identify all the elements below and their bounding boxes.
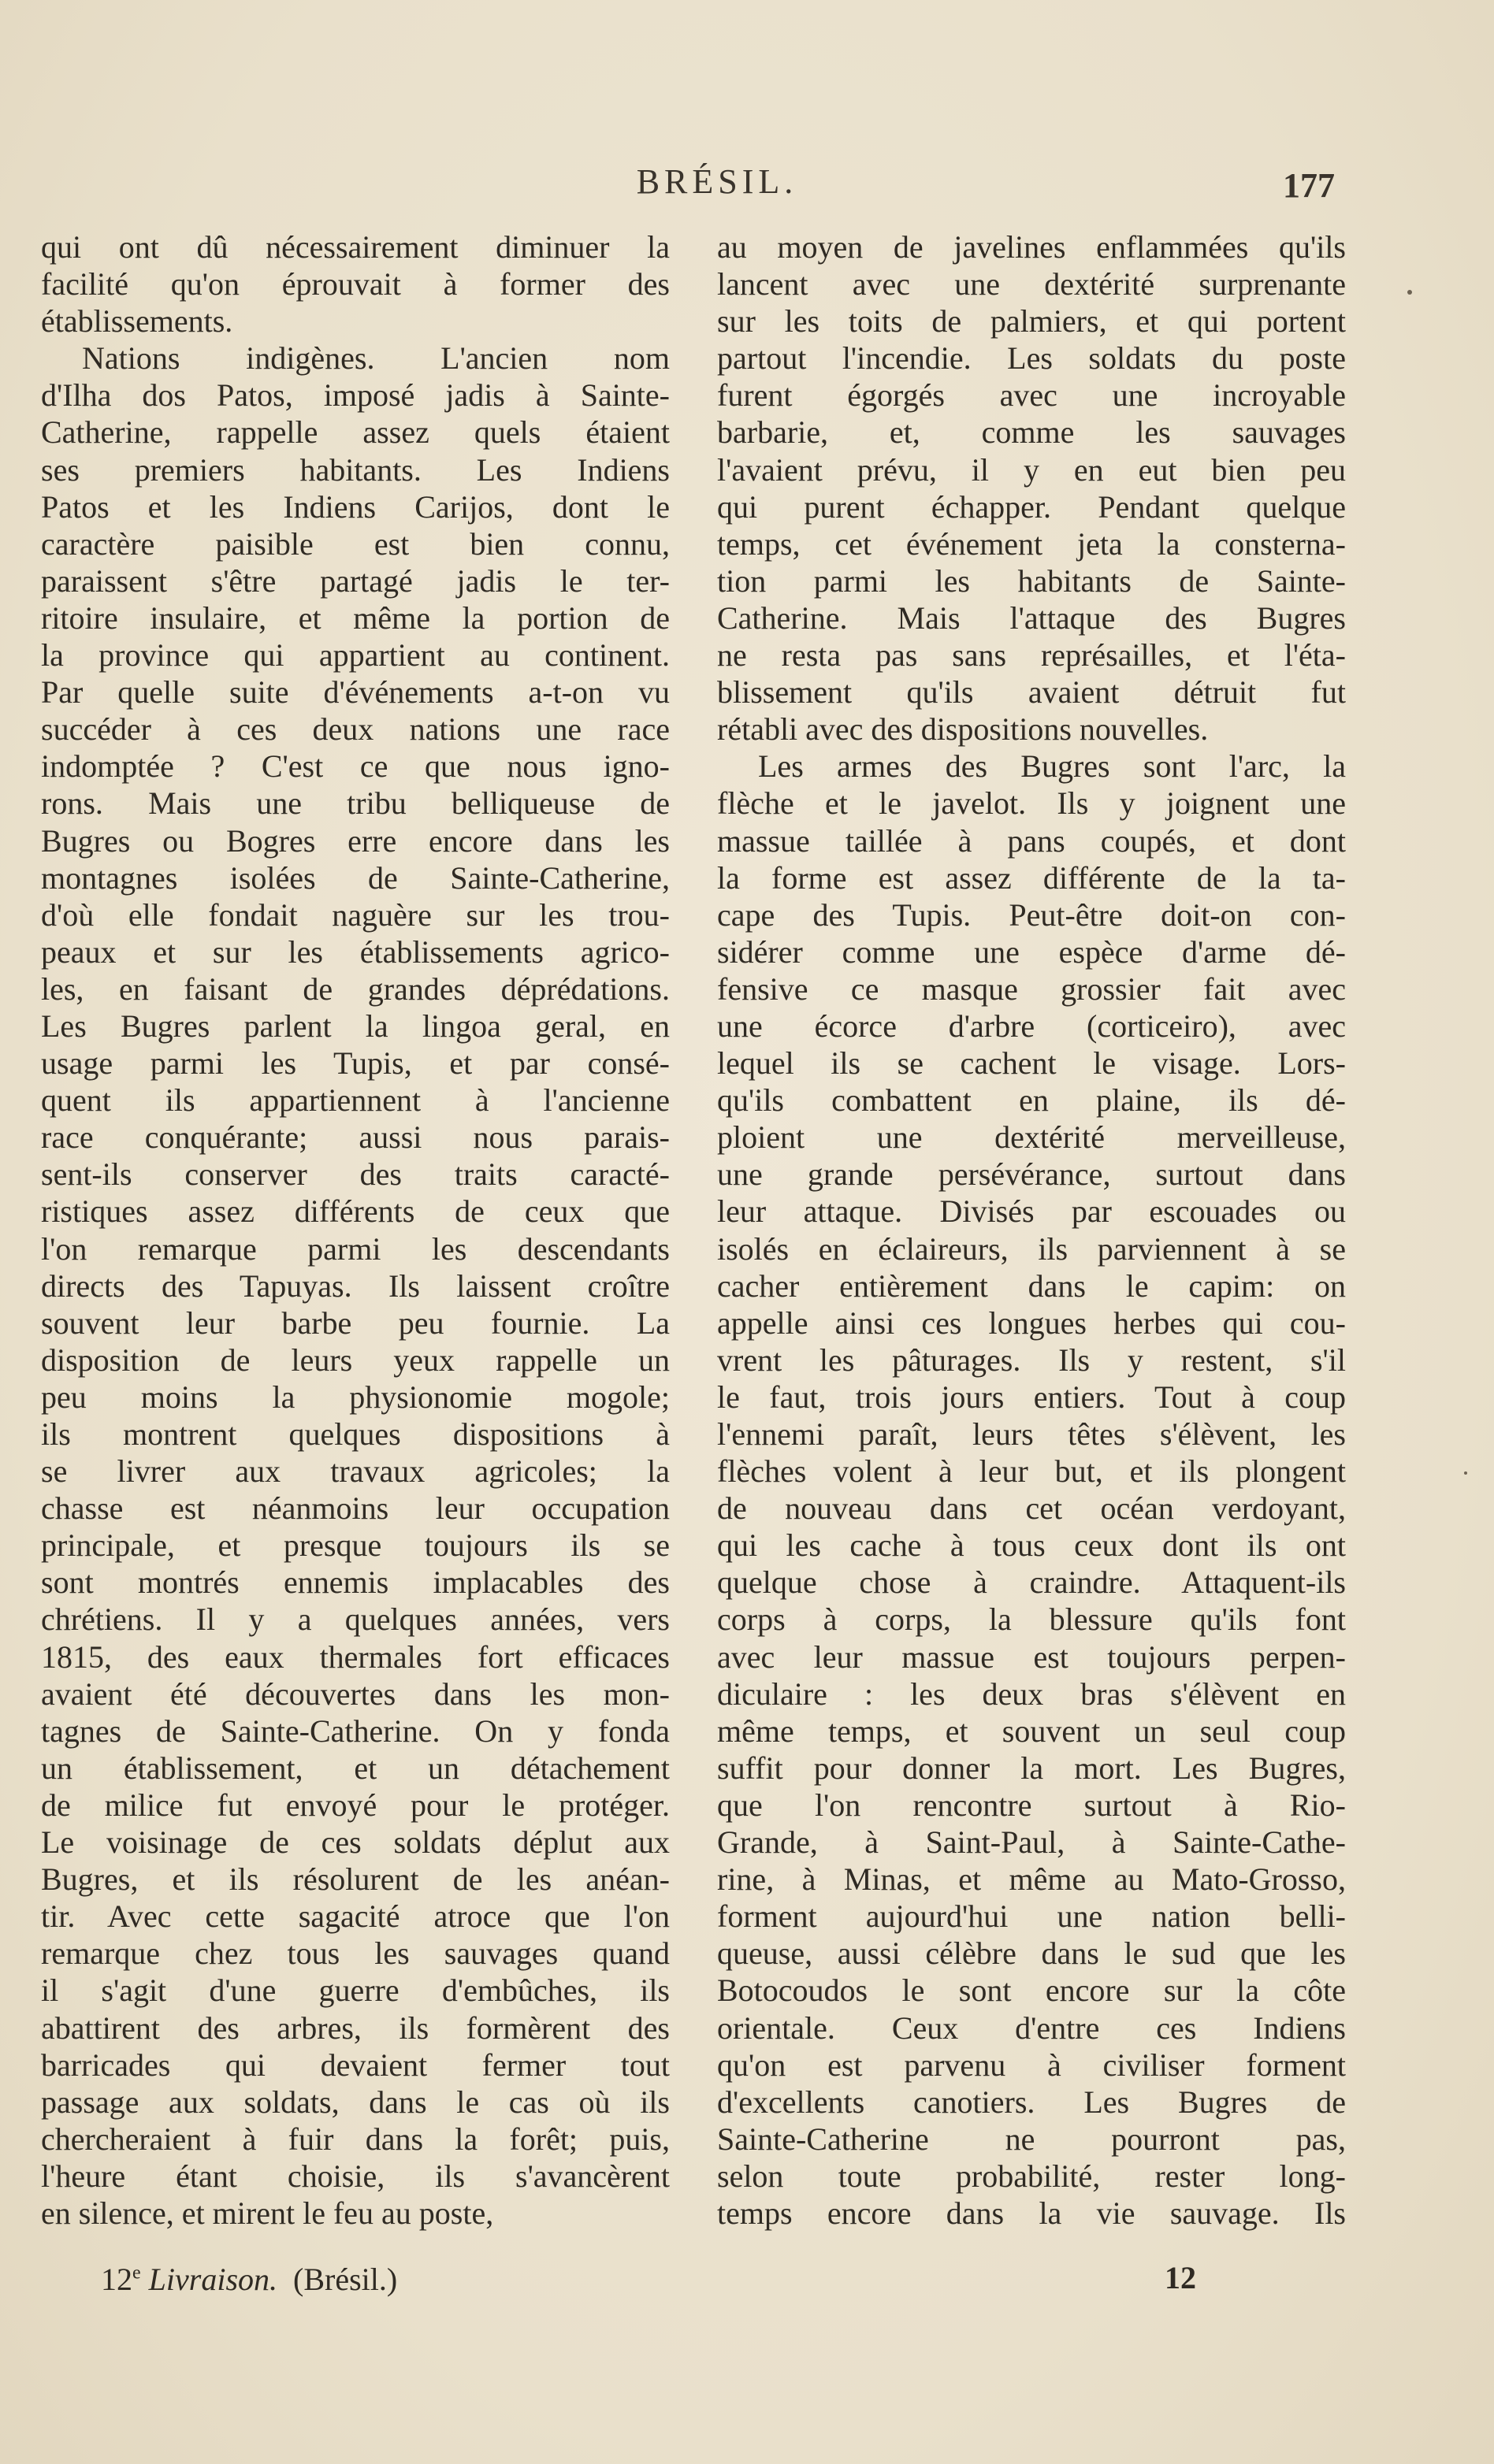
text-line: disposition de leurs yeux rappelle un: [41, 1341, 670, 1378]
text-line: quent ils appartiennent à l'ancienne: [41, 1082, 670, 1119]
text-line: même temps, et souvent un seul coup: [717, 1713, 1346, 1749]
text-line: Grande, à Saint-Paul, à Sainte-Cathe-: [717, 1824, 1346, 1861]
text-line: ses premiers habitants. Les Indiens: [41, 451, 670, 488]
footer-issue-number: 12: [101, 2262, 132, 2297]
text-line: barricades qui devaient fermer tout: [41, 2047, 670, 2083]
text-line: sur les toits de palmiers, et qui portent: [717, 303, 1346, 340]
text-line: cape des Tupis. Peut-être doit-on con-: [717, 896, 1346, 933]
text-line: les, en faisant de grandes déprédations.: [41, 970, 670, 1007]
text-line: chercheraient à fuir dans la forêt; puis,: [41, 2121, 670, 2157]
text-line: forment aujourd'hui une nation belli-: [717, 1898, 1346, 1935]
text-line: directs des Tapuyas. Ils laissent croître: [41, 1267, 670, 1304]
text-line: Catherine. Mais l'attaque des Bugres: [717, 599, 1346, 636]
text-line: tagnes de Sainte-Catherine. On y fonda: [41, 1713, 670, 1749]
text-line: queuse, aussi célèbre dans le sud que les: [717, 1935, 1346, 1972]
right-text-column: [717, 228, 1346, 2232]
footer-series: (Brésil.): [293, 2262, 398, 2297]
text-line: principale, et presque toujours ils se: [41, 1527, 670, 1564]
text-line: flèche et le javelot. Ils y joignent une: [717, 785, 1346, 822]
text-line: passage aux soldats, dans le cas où ils: [41, 2084, 670, 2120]
text-line: d'Ilha dos Patos, imposé jadis à Sainte-: [41, 377, 670, 414]
text-line: selon toute probabilité, rester long-: [717, 2158, 1346, 2194]
text-line: avaient été découvertes dans les mon-: [41, 1675, 670, 1712]
text-line: sidérer comme une espèce d'arme dé-: [717, 933, 1346, 970]
text-line: rons. Mais une tribu belliqueuse de: [41, 785, 670, 822]
text-line: montagnes isolées de Sainte-Catherine,: [41, 859, 670, 896]
text-line: se livrer aux travaux agricoles; la: [41, 1453, 670, 1490]
text-line: usage parmi les Tupis, et par consé-: [41, 1045, 670, 1082]
text-line: orientale. Ceux d'entre ces Indiens: [717, 2009, 1346, 2046]
text-line: quelque chose à craindre. Attaquent-ils: [717, 1564, 1346, 1601]
text-line: qui les cache à tous ceux dont ils ont: [717, 1527, 1346, 1564]
text-line: caractère paisible est bien connu,: [41, 525, 670, 562]
text-line: abattirent des arbres, ils formèrent des: [41, 2009, 670, 2046]
running-header-title: BRÉSIL.: [636, 162, 798, 201]
text-line: Botocoudos le sont encore sur la côte: [717, 1972, 1346, 2009]
text-line: d'excellents canotiers. Les Bugres de: [717, 2084, 1346, 2120]
text-line: remarque chez tous les sauvages quand: [41, 1935, 670, 1972]
text-line: ne resta pas sans représailles, et l'éta-: [717, 637, 1346, 674]
text-line: d'où elle fondait naguère sur les trou-: [41, 896, 670, 933]
text-line: Nations indigènes. L'ancien nom: [82, 340, 670, 377]
text-line: fensive ce masque grossier fait avec: [717, 970, 1346, 1007]
text-line: en silence, et mirent le feu au poste,: [41, 2195, 494, 2231]
page-number: 177: [1283, 166, 1335, 205]
text-line: suffit pour donner la mort. Les Bugres,: [717, 1750, 1346, 1786]
text-line: l'ennemi paraît, leurs têtes s'élèvent, les: [717, 1416, 1346, 1452]
text-line: de milice fut envoyé pour le protéger.: [41, 1787, 670, 1823]
text-line: corps à corps, la blessure qu'ils font: [717, 1601, 1346, 1638]
text-line: qu'on est parvenu à civiliser forment: [717, 2047, 1346, 2083]
text-line: ristiques assez différents de ceux que: [41, 1193, 670, 1230]
text-line: vrent les pâturages. Ils y restent, s'il: [717, 1341, 1346, 1378]
text-line: 1815, des eaux thermales fort efficaces: [41, 1638, 670, 1675]
text-line: leur attaque. Divisés par escouades ou: [717, 1193, 1346, 1230]
footer-livraison: [101, 2261, 397, 2298]
text-line: race conquérante; aussi nous parais-: [41, 1119, 670, 1156]
text-line: massue taillée à pans coupés, et dont: [717, 822, 1346, 859]
text-line: barbarie, et, comme les sauvages: [717, 414, 1346, 451]
text-line: Le voisinage de ces soldats déplut aux: [41, 1824, 670, 1861]
text-line: chasse est néanmoins leur occupation: [41, 1490, 670, 1527]
text-line: peu moins la physionomie mogole;: [41, 1379, 670, 1415]
text-line: isolés en éclaireurs, ils parviennent à se: [717, 1230, 1346, 1267]
text-line: le faut, trois jours entiers. Tout à coup: [717, 1379, 1346, 1415]
paper-speck: [1464, 1471, 1467, 1475]
text-line: ils montrent quelques dispositions à: [41, 1416, 670, 1452]
text-line: souvent leur barbe peu fournie. La: [41, 1304, 670, 1341]
text-line: diculaire : les deux bras s'élèvent en: [717, 1675, 1346, 1712]
text-line: Patos et les Indiens Carijos, dont le: [41, 488, 670, 525]
text-line: de nouveau dans cet océan verdoyant,: [717, 1490, 1346, 1527]
text-line: au moyen de javelines enflammées qu'ils: [717, 229, 1346, 265]
text-line: blissement qu'ils avaient détruit fut: [717, 674, 1346, 711]
text-line: paraissent s'être partagé jadis le ter-: [41, 562, 670, 599]
text-line: partout l'incendie. Les soldats du poste: [717, 340, 1346, 377]
text-line: l'heure étant choisie, ils s'avancèrent: [41, 2158, 670, 2194]
text-line: qui purent échapper. Pendant quelque: [717, 488, 1346, 525]
text-line: temps encore dans la vie sauvage. Ils: [717, 2195, 1346, 2231]
left-text-column: [41, 228, 670, 2232]
text-line: indomptée ? C'est ce que nous igno-: [41, 748, 670, 785]
text-line: succéder à ces deux nations une race: [41, 711, 670, 748]
text-line: une écorce d'arbre (corticeiro), avec: [717, 1007, 1346, 1044]
text-line: un établissement, et un détachement: [41, 1750, 670, 1786]
text-line: lancent avec une dextérité surprenante: [717, 266, 1346, 302]
text-line: tir. Avec cette sagacité atroce que l'on: [41, 1898, 670, 1935]
footer-livraison-label: Livraison.: [148, 2262, 278, 2297]
text-line: l'avaient prévu, il y en eut bien peu: [717, 451, 1346, 488]
text-line: établissements.: [41, 303, 233, 340]
text-line: sont montrés ennemis implacables des: [41, 1564, 670, 1601]
text-line: appelle ainsi ces longues herbes qui cou-: [717, 1304, 1346, 1341]
footer-signature-mark: 12: [1165, 2260, 1196, 2295]
text-line: qu'ils combattent en plaine, ils dé-: [717, 1082, 1346, 1119]
text-line: lequel ils se cachent le visage. Lors-: [717, 1045, 1346, 1082]
text-line: chrétiens. Il y a quelques années, vers: [41, 1601, 670, 1638]
text-line: Catherine, rappelle assez quels étaient: [41, 414, 670, 451]
text-line: Par quelle suite d'événements a-t-on vu: [41, 674, 670, 711]
text-line: peaux et sur les établissements agrico-: [41, 933, 670, 970]
text-line: la forme est assez différente de la ta-: [717, 859, 1346, 896]
text-line: temps, cet événement jeta la consterna-: [717, 525, 1346, 562]
text-line: rine, à Minas, et même au Mato-Grosso,: [717, 1861, 1346, 1898]
text-line: facilité qu'on éprouvait à former des: [41, 266, 670, 302]
text-line: une grande persévérance, surtout dans: [717, 1156, 1346, 1193]
text-line: la province qui appartient au continent.: [41, 637, 670, 674]
text-line: Bugres, et ils résolurent de les anéan-: [41, 1861, 670, 1898]
text-line: Bugres ou Bogres erre encore dans les: [41, 822, 670, 859]
text-line: tion parmi les habitants de Sainte-: [717, 562, 1346, 599]
text-line: avec leur massue est toujours perpen-: [717, 1638, 1346, 1675]
paper-speck: [1407, 290, 1412, 295]
text-line: qui ont dû nécessairement diminuer la: [41, 229, 670, 265]
text-line: Sainte-Catherine ne pourront pas,: [717, 2121, 1346, 2157]
text-line: l'on remarque parmi les descendants: [41, 1230, 670, 1267]
text-line: Les armes des Bugres sont l'arc, la: [758, 748, 1346, 785]
text-line: furent égorgés avec une incroyable: [717, 377, 1346, 414]
text-line: sent-ils conserver des traits caracté-: [41, 1156, 670, 1193]
text-line: que l'on rencontre surtout à Rio-: [717, 1787, 1346, 1823]
footer-issue-suffix: e: [132, 2262, 141, 2284]
text-line: cacher entièrement dans le capim: on: [717, 1267, 1346, 1304]
text-line: rétabli avec des dispositions nouvelles.: [717, 711, 1209, 748]
text-line: Les Bugres parlent la lingoa geral, en: [41, 1007, 670, 1044]
text-line: ploient une dextérité merveilleuse,: [717, 1119, 1346, 1156]
text-line: il s'agit d'une guerre d'embûches, ils: [41, 1972, 670, 2009]
text-line: flèches volent à leur but, et ils plongent: [717, 1453, 1346, 1490]
text-line: ritoire insulaire, et même la portion de: [41, 599, 670, 636]
